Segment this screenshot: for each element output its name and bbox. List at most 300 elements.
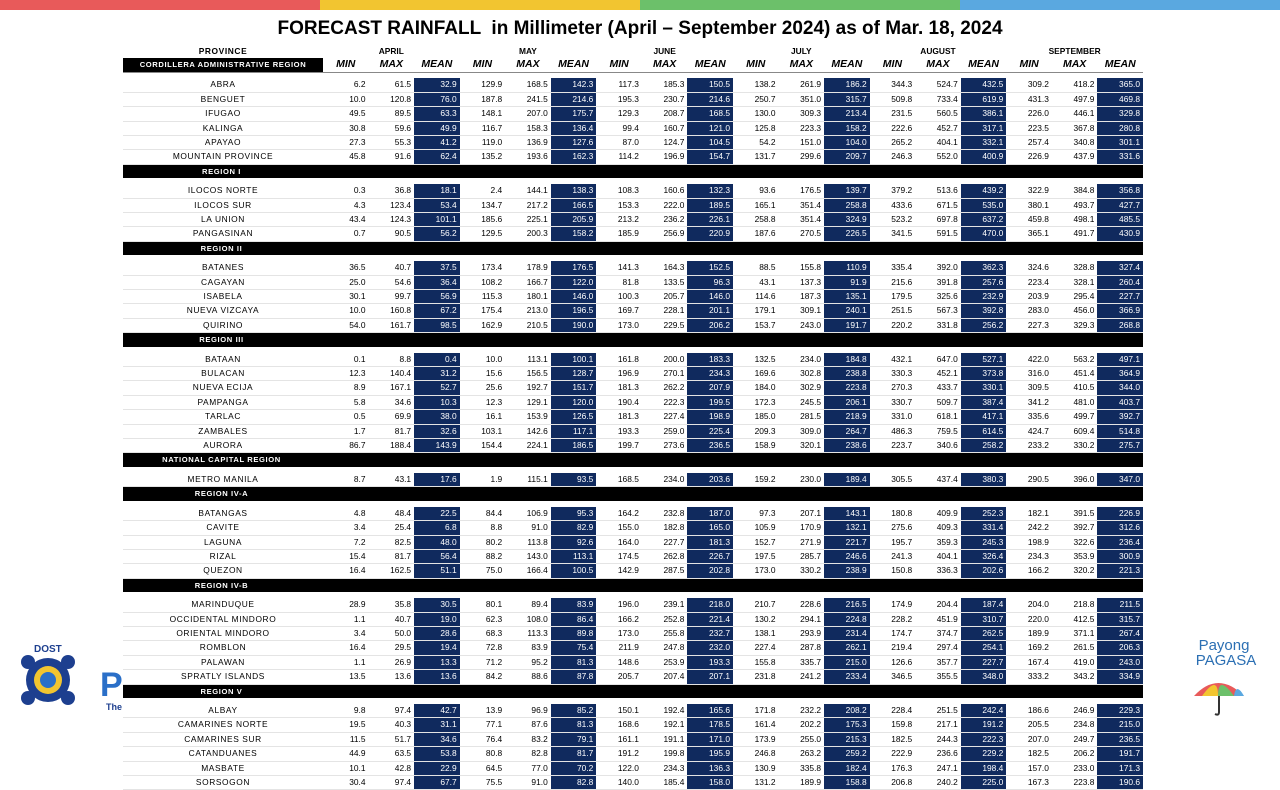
table-row: [123, 704, 1143, 718]
mean-value: 234.3: [687, 367, 733, 381]
min-value: 164.2: [596, 507, 642, 521]
max-value: 81.7: [369, 424, 415, 438]
province-name: PALAWAN: [123, 655, 323, 669]
min-value: 68.3: [460, 626, 506, 640]
province-name: RIZAL: [123, 549, 323, 563]
mean-value: 187.4: [961, 598, 1007, 612]
min-value: 131.2: [733, 776, 779, 790]
max-value: 192.7: [505, 381, 551, 395]
max-value: 335.7: [779, 655, 825, 669]
mean-value: 226.7: [687, 549, 733, 563]
min-value: 162.9: [460, 318, 506, 332]
mean-value: 19.0: [414, 612, 460, 626]
min-value: 114.6: [733, 290, 779, 304]
max-value: 162.5: [369, 564, 415, 578]
min-value: 191.2: [596, 747, 642, 761]
min-value: 105.9: [733, 521, 779, 535]
province-name: ZAMBALES: [123, 424, 323, 438]
max-value: 97.4: [369, 776, 415, 790]
max-value: 270.5: [779, 227, 825, 241]
max-value: 26.9: [369, 655, 415, 669]
mean-value: 91.9: [824, 275, 870, 289]
month-header: APRIL: [378, 46, 404, 56]
region-header-row: [123, 684, 1143, 698]
region-header: NATIONAL CAPITAL REGION: [123, 453, 323, 467]
province-name: BATAAN: [123, 353, 323, 367]
max-value: 256.9: [642, 227, 688, 241]
max-value: 158.3: [505, 121, 551, 135]
mean-value: 10.3: [414, 395, 460, 409]
month-header-row: [123, 45, 1143, 58]
max-value: 210.5: [505, 318, 551, 332]
min-value: 257.4: [1006, 135, 1052, 149]
min-value: 132.5: [733, 353, 779, 367]
mean-value: 143.1: [824, 507, 870, 521]
min-value: 203.9: [1006, 290, 1052, 304]
province-name: QUEZON: [123, 564, 323, 578]
min-value: 129.9: [460, 78, 506, 92]
max-value: 208.7: [642, 107, 688, 121]
mean-value: 150.5: [687, 78, 733, 92]
min-value: 49.5: [323, 107, 369, 121]
min-value: 108.3: [596, 184, 642, 198]
dost-pagasa-logo: [14, 642, 124, 718]
max-value: 330.2: [1052, 439, 1098, 453]
max-value: 262.2: [642, 381, 688, 395]
min-value: 228.2: [870, 612, 916, 626]
max-value: 262.8: [642, 549, 688, 563]
stat-header: MAX: [1052, 58, 1098, 72]
max-value: 222.0: [642, 198, 688, 212]
min-value: 169.7: [596, 304, 642, 318]
stat-header: MIN: [323, 58, 369, 72]
mean-value: 527.1: [961, 353, 1007, 367]
min-value: 84.2: [460, 670, 506, 684]
max-value: 50.0: [369, 626, 415, 640]
province-name: NUEVA ECIJA: [123, 381, 323, 395]
min-value: 242.2: [1006, 521, 1052, 535]
province-name: MOUNTAIN PROVINCE: [123, 150, 323, 164]
mean-value: 497.1: [1097, 353, 1143, 367]
mean-value: 36.4: [414, 275, 460, 289]
mean-value: 214.6: [551, 92, 597, 106]
max-value: 697.8: [915, 212, 961, 226]
max-value: 189.9: [779, 776, 825, 790]
max-value: 143.0: [505, 549, 551, 563]
max-value: 202.2: [779, 718, 825, 732]
province-name: APAYAO: [123, 135, 323, 149]
max-value: 563.2: [1052, 353, 1098, 367]
min-value: 204.0: [1006, 598, 1052, 612]
max-value: 91.0: [505, 521, 551, 535]
max-value: 166.7: [505, 275, 551, 289]
max-value: 192.1: [642, 718, 688, 732]
min-value: 71.2: [460, 655, 506, 669]
mean-value: 30.5: [414, 598, 460, 612]
min-value: 138.1: [733, 626, 779, 640]
max-value: 293.9: [779, 626, 825, 640]
max-value: 329.3: [1052, 318, 1098, 332]
mean-value: 202.6: [961, 564, 1007, 578]
max-value: 35.8: [369, 598, 415, 612]
max-value: 331.8: [915, 318, 961, 332]
min-value: 283.0: [1006, 304, 1052, 318]
mean-value: 262.5: [961, 626, 1007, 640]
max-value: 255.0: [779, 732, 825, 746]
max-value: 160.6: [642, 184, 688, 198]
mean-value: 373.8: [961, 367, 1007, 381]
max-value: 161.7: [369, 318, 415, 332]
mean-value: 53.4: [414, 198, 460, 212]
table-row: [123, 718, 1143, 732]
mean-value: 182.4: [824, 761, 870, 775]
max-value: 40.3: [369, 718, 415, 732]
max-value: 359.3: [915, 535, 961, 549]
table-row: [123, 198, 1143, 212]
max-value: 133.5: [642, 275, 688, 289]
table-row: [123, 318, 1143, 332]
mean-value: 165.6: [687, 704, 733, 718]
min-value: 270.3: [870, 381, 916, 395]
mean-value: 75.4: [551, 641, 597, 655]
min-value: 154.4: [460, 439, 506, 453]
month-header: SEPTEMBER: [1048, 46, 1101, 56]
mean-value: 93.5: [551, 473, 597, 487]
mean-value: 347.0: [1097, 473, 1143, 487]
min-value: 7.2: [323, 535, 369, 549]
table-row: [123, 612, 1143, 626]
max-value: 29.5: [369, 641, 415, 655]
max-value: 497.9: [1052, 92, 1098, 106]
max-value: 412.5: [1052, 612, 1098, 626]
min-value: 25.0: [323, 275, 369, 289]
mean-value: 196.5: [551, 304, 597, 318]
region-header-row: [123, 333, 1143, 347]
mean-value: 245.3: [961, 535, 1007, 549]
mean-value: 158.0: [687, 776, 733, 790]
min-value: 168.6: [596, 718, 642, 732]
min-value: 75.5: [460, 776, 506, 790]
table-row: [123, 655, 1143, 669]
min-value: 173.9: [733, 732, 779, 746]
mean-value: 42.7: [414, 704, 460, 718]
max-value: 223.8: [1052, 776, 1098, 790]
min-value: 184.0: [733, 381, 779, 395]
min-value: 86.7: [323, 439, 369, 453]
max-value: 246.9: [1052, 704, 1098, 718]
max-value: 302.9: [779, 381, 825, 395]
max-value: 451.9: [915, 612, 961, 626]
min-value: 175.4: [460, 304, 506, 318]
max-value: 309.0: [779, 424, 825, 438]
min-value: 138.2: [733, 78, 779, 92]
max-value: 136.9: [505, 135, 551, 149]
stat-header: MAX: [505, 58, 551, 72]
min-value: 80.1: [460, 598, 506, 612]
mean-value: 37.5: [414, 261, 460, 275]
min-value: 231.8: [733, 670, 779, 684]
max-value: 48.4: [369, 507, 415, 521]
mean-value: 226.9: [1097, 507, 1143, 521]
min-value: 43.1: [733, 275, 779, 289]
table-row: [123, 473, 1143, 487]
min-value: 246.3: [870, 150, 916, 164]
max-value: 371.1: [1052, 626, 1098, 640]
mean-value: 215.3: [824, 732, 870, 746]
mean-value: 417.1: [961, 410, 1007, 424]
min-value: 346.5: [870, 670, 916, 684]
min-value: 12.3: [323, 367, 369, 381]
min-value: 330.3: [870, 367, 916, 381]
min-value: 157.0: [1006, 761, 1052, 775]
max-value: 108.0: [505, 612, 551, 626]
max-value: 294.1: [779, 612, 825, 626]
mean-value: 280.8: [1097, 121, 1143, 135]
max-value: 227.4: [642, 410, 688, 424]
min-value: 344.3: [870, 78, 916, 92]
min-value: 88.5: [733, 261, 779, 275]
mean-value: 67.2: [414, 304, 460, 318]
min-value: 1.1: [323, 612, 369, 626]
mean-value: 262.1: [824, 641, 870, 655]
min-value: 231.5: [870, 107, 916, 121]
max-value: 234.0: [642, 473, 688, 487]
max-value: 207.0: [505, 107, 551, 121]
mean-value: 209.7: [824, 150, 870, 164]
min-value: 190.4: [596, 395, 642, 409]
min-value: 181.3: [596, 410, 642, 424]
min-value: 172.3: [733, 395, 779, 409]
mean-value: 81.7: [551, 747, 597, 761]
mean-value: 175.7: [551, 107, 597, 121]
min-value: 180.8: [870, 507, 916, 521]
stat-header: MEAN: [414, 58, 460, 72]
mean-value: 86.4: [551, 612, 597, 626]
max-value: 200.0: [642, 353, 688, 367]
min-value: 28.9: [323, 598, 369, 612]
min-value: 171.8: [733, 704, 779, 718]
min-value: 10.0: [323, 304, 369, 318]
mean-value: 81.3: [551, 655, 597, 669]
mean-value: 171.3: [1097, 761, 1143, 775]
min-value: 150.8: [870, 564, 916, 578]
mean-value: 356.8: [1097, 184, 1143, 198]
region-header: REGION I: [123, 164, 323, 178]
max-value: 384.8: [1052, 184, 1098, 198]
min-value: 130.2: [733, 612, 779, 626]
mean-value: 254.1: [961, 641, 1007, 655]
max-value: 330.2: [779, 564, 825, 578]
min-value: 205.7: [596, 670, 642, 684]
province-name: BENGUET: [123, 92, 323, 106]
mean-value: 264.7: [824, 424, 870, 438]
province-name: ORIENTAL MINDORO: [123, 626, 323, 640]
mean-value: 427.7: [1097, 198, 1143, 212]
table-row: [123, 381, 1143, 395]
mean-value: 56.4: [414, 549, 460, 563]
mean-value: 79.1: [551, 732, 597, 746]
max-value: 392.0: [915, 261, 961, 275]
stat-header: MIN: [1006, 58, 1052, 72]
max-value: 351.0: [779, 92, 825, 106]
min-value: 185.6: [460, 212, 506, 226]
min-value: 174.5: [596, 549, 642, 563]
max-value: 223.3: [779, 121, 825, 135]
mean-value: 190.0: [551, 318, 597, 332]
province-name: SORSOGON: [123, 776, 323, 790]
min-value: 213.2: [596, 212, 642, 226]
min-value: 179.1: [733, 304, 779, 318]
max-value: 491.7: [1052, 227, 1098, 241]
province-name: CATANDUANES: [123, 747, 323, 761]
mean-value: 83.9: [551, 598, 597, 612]
max-value: 229.5: [642, 318, 688, 332]
pagasa-letter: P: [100, 666, 123, 704]
min-value: 189.9: [1006, 626, 1052, 640]
min-value: 179.5: [870, 290, 916, 304]
max-value: 251.5: [915, 704, 961, 718]
min-value: 97.3: [733, 507, 779, 521]
mean-value: 246.6: [824, 549, 870, 563]
min-value: 159.8: [870, 718, 916, 732]
mean-value: 619.9: [961, 92, 1007, 106]
max-value: 206.2: [1052, 747, 1098, 761]
mean-value: 52.7: [414, 381, 460, 395]
province-name: IFUGAO: [123, 107, 323, 121]
max-value: 297.4: [915, 641, 961, 655]
max-value: 261.5: [1052, 641, 1098, 655]
mean-value: 232.7: [687, 626, 733, 640]
max-value: 232.8: [642, 507, 688, 521]
table-row: [123, 439, 1143, 453]
min-value: 206.8: [870, 776, 916, 790]
min-value: 335.6: [1006, 410, 1052, 424]
mean-value: 238.9: [824, 564, 870, 578]
table-row: [123, 761, 1143, 775]
mean-value: 637.2: [961, 212, 1007, 226]
max-value: 160.7: [642, 121, 688, 135]
mean-value: 231.4: [824, 626, 870, 640]
max-value: 243.0: [779, 318, 825, 332]
max-value: 263.2: [779, 747, 825, 761]
province-name: ROMBLON: [123, 641, 323, 655]
min-value: 16.4: [323, 641, 369, 655]
max-value: 199.8: [642, 747, 688, 761]
min-value: 0.1: [323, 353, 369, 367]
mean-value: 92.6: [551, 535, 597, 549]
min-value: 265.2: [870, 135, 916, 149]
min-value: 1.9: [460, 473, 506, 487]
max-value: 320.2: [1052, 564, 1098, 578]
min-value: 103.1: [460, 424, 506, 438]
province-name: AURORA: [123, 439, 323, 453]
min-value: 159.2: [733, 473, 779, 487]
min-value: 196.9: [596, 367, 642, 381]
min-value: 459.8: [1006, 212, 1052, 226]
table-row: [123, 564, 1143, 578]
stat-header: MAX: [642, 58, 688, 72]
min-value: 27.3: [323, 135, 369, 149]
mean-value: 215.0: [824, 655, 870, 669]
table-row: [123, 641, 1143, 655]
max-value: 228.1: [642, 304, 688, 318]
max-value: 89.4: [505, 598, 551, 612]
mean-value: 334.9: [1097, 670, 1143, 684]
mean-value: 100.5: [551, 564, 597, 578]
max-value: 207.1: [779, 507, 825, 521]
max-value: 255.8: [642, 626, 688, 640]
mean-value: 18.1: [414, 184, 460, 198]
mean-value: 89.8: [551, 626, 597, 640]
max-value: 247.1: [915, 761, 961, 775]
min-value: 222.6: [870, 121, 916, 135]
max-value: 160.8: [369, 304, 415, 318]
mean-value: 324.9: [824, 212, 870, 226]
min-value: 125.8: [733, 121, 779, 135]
min-value: 19.5: [323, 718, 369, 732]
mean-value: 168.5: [687, 107, 733, 121]
max-value: 144.1: [505, 184, 551, 198]
max-value: 647.0: [915, 353, 961, 367]
stat-header: MEAN: [687, 58, 733, 72]
max-value: 185.4: [642, 776, 688, 790]
mean-value: 387.4: [961, 395, 1007, 409]
min-value: 15.6: [460, 367, 506, 381]
min-value: 88.2: [460, 549, 506, 563]
mean-value: 136.3: [687, 761, 733, 775]
max-value: 244.3: [915, 732, 961, 746]
min-value: 309.5: [1006, 381, 1052, 395]
mean-value: 218.0: [687, 598, 733, 612]
stat-header: MIN: [733, 58, 779, 72]
min-value: 6.2: [323, 78, 369, 92]
max-value: 227.7: [642, 535, 688, 549]
mean-value: 331.4: [961, 521, 1007, 535]
max-value: 204.4: [915, 598, 961, 612]
min-value: 322.9: [1006, 184, 1052, 198]
mean-value: 184.8: [824, 353, 870, 367]
table-row: [123, 78, 1143, 92]
min-value: 234.3: [1006, 549, 1052, 563]
mean-value: 190.6: [1097, 776, 1143, 790]
mean-value: 122.0: [551, 275, 597, 289]
max-value: 281.5: [779, 410, 825, 424]
max-value: 99.7: [369, 290, 415, 304]
min-value: 16.1: [460, 410, 506, 424]
max-value: 167.1: [369, 381, 415, 395]
max-value: 367.8: [1052, 121, 1098, 135]
mean-value: 104.0: [824, 135, 870, 149]
mean-value: 158.2: [824, 121, 870, 135]
province-name: ILOCOS NORTE: [123, 184, 323, 198]
max-value: 241.2: [779, 670, 825, 684]
max-value: 552.0: [915, 150, 961, 164]
mean-value: 258.2: [961, 439, 1007, 453]
max-value: 207.4: [642, 670, 688, 684]
table-row: [123, 92, 1143, 106]
table-row: [123, 507, 1143, 521]
min-value: 250.7: [733, 92, 779, 106]
province-name: CAMARINES SUR: [123, 732, 323, 746]
max-value: 591.5: [915, 227, 961, 241]
rainfall-table: [123, 45, 1143, 790]
min-value: 54.2: [733, 135, 779, 149]
max-value: 437.9: [1052, 150, 1098, 164]
max-value: 25.4: [369, 521, 415, 535]
max-value: 129.1: [505, 395, 551, 409]
mean-value: 221.3: [1097, 564, 1143, 578]
min-value: 140.0: [596, 776, 642, 790]
